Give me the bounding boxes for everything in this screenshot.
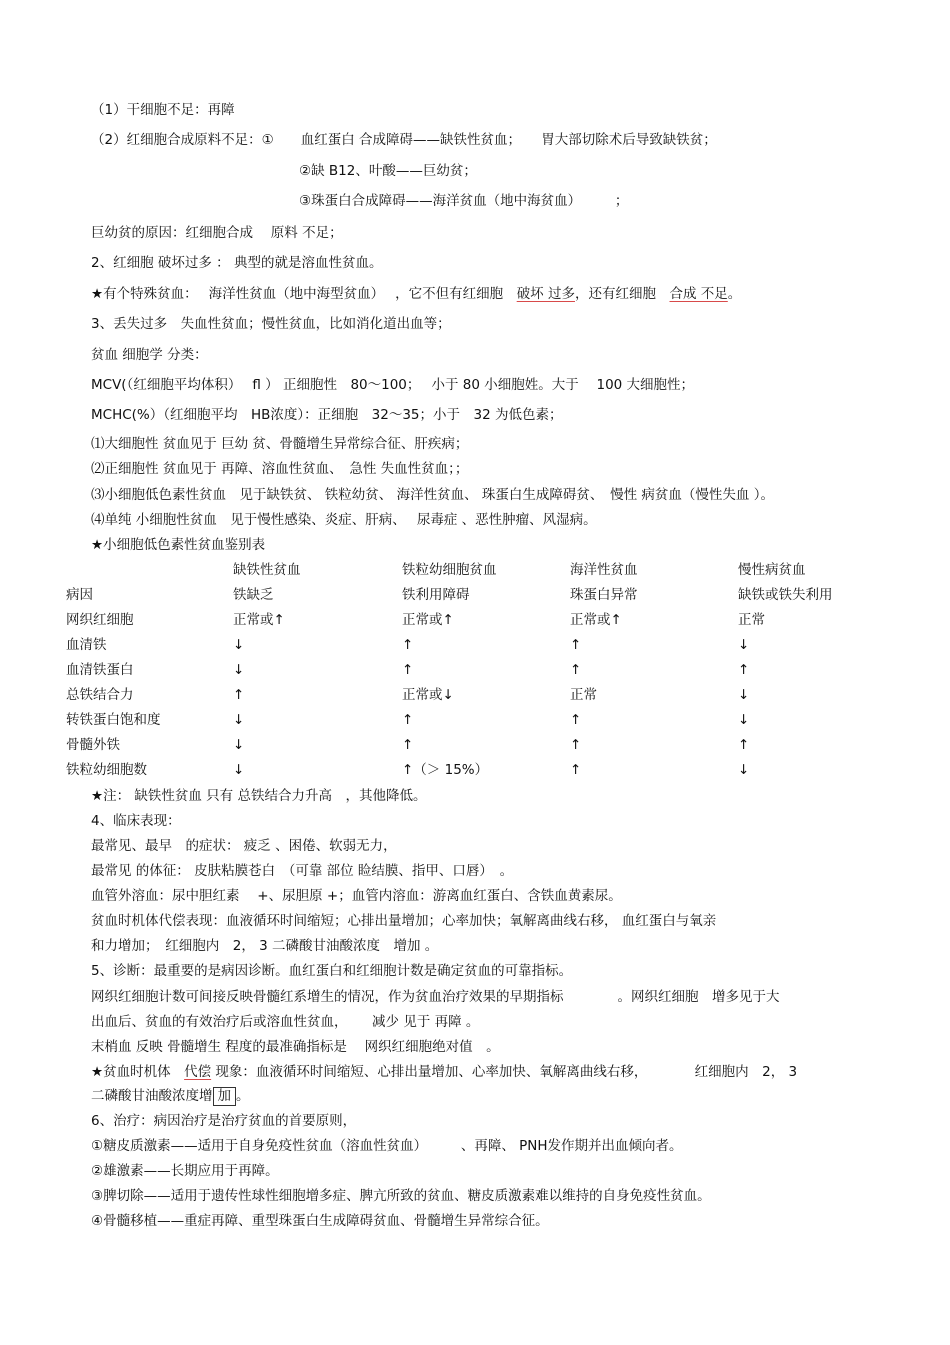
text-line: 5、诊断：最重要的是病因诊断。血红蛋白和红细胞计数是确定贫血的可靠指标。: [91, 963, 573, 979]
text-line: MCHC(%）（红细胞平均 HB浓度）：正细胞 32～35；小于 32 为低色素；: [91, 407, 563, 423]
text-line: 网织红细胞计数可间接反映骨髓红系增生的情况，作为贫血治疗效果的早期指标 。网织红细胞 增多见于大: [91, 989, 780, 1005]
text-line: 出血后、贫血的有效治疗后或溶血性贫血， 减少 见于 再障 。: [91, 1014, 480, 1030]
table-cell: ↓: [738, 687, 750, 703]
table-cell: ↓: [233, 637, 245, 653]
table-cell: ↑: [570, 737, 582, 753]
text-line: 最常见 的体征： 皮肤粘膜苍白 （可靠 部位 睑结膜、指甲、口唇） 。: [91, 863, 514, 879]
text-line: （2）红细胞合成原料不足：① 血红蛋白 合成障碍——缺铁性贫血； 胃大部切除术后导致缺铁贫；: [91, 132, 717, 148]
table-cell: 珠蛋白异常: [570, 587, 638, 603]
text-line: 2、红细胞 破坏过多 ： 典型的就是溶血性贫血。: [91, 255, 383, 271]
text-line: 血管外溶血：尿中胆红素 +、尿胆原 +；血管内溶血：游离血红蛋白、含铁血黄素尿。: [91, 888, 622, 904]
row-label: 病因: [66, 587, 93, 603]
row-label: 铁粒幼细胞数: [66, 762, 147, 778]
row-label: 总铁结合力: [66, 687, 134, 703]
table-cell: ↑: [402, 637, 414, 653]
text-line: ★小细胞低色素性贫血鉴别表: [91, 537, 266, 553]
underlined-text: 代偿: [184, 1064, 212, 1080]
text-segment: ★有个特殊贫血： 海洋性贫血（地中海型贫血） ，它不但有红细胞: [91, 286, 517, 302]
text-line: ⑵正细胞性 贫血见于 再障、溶血性贫血、 急性 失血性贫血；；: [91, 461, 469, 477]
text-segment: 。: [727, 286, 742, 302]
text-line: 6、治疗：病因治疗是治疗贫血的首要原则，: [91, 1113, 357, 1129]
row-label: 转铁蛋白饱和度: [66, 712, 161, 728]
table-cell: 正常或↑: [402, 612, 454, 628]
table-cell: 正常或↑: [233, 612, 285, 628]
row-label: 血清铁蛋白: [66, 662, 134, 678]
table-cell: 铁缺乏: [233, 587, 274, 603]
table-cell: ↑: [738, 662, 750, 678]
table-cell: ↑: [402, 737, 414, 753]
table-cell: ↓: [738, 637, 750, 653]
row-label: 网织红细胞: [66, 612, 134, 628]
text-line: 末梢血 反映 骨髓增生 程度的最准确指标是 网织红细胞绝对值 。: [91, 1039, 500, 1055]
table-cell: 正常或↑: [570, 612, 622, 628]
underlined-text: 破坏 过多: [516, 286, 575, 302]
table-cell: ↑: [402, 712, 414, 728]
text-line: 3、丢失过多 失血性贫血；慢性贫血，比如消化道出血等；: [91, 316, 451, 332]
text-line: ⑷单纯 小细胞性贫血 见于慢性感染、炎症、肝病、 尿毒症 、恶性肿瘤、风湿病。: [91, 512, 597, 528]
table-cell: ↑: [570, 712, 582, 728]
table-header: 慢性病贫血: [738, 562, 806, 578]
text-line: ④骨髓移植——重症再障、重型珠蛋白生成障碍贫血、骨髓增生异常综合征。: [91, 1213, 549, 1229]
table-cell: ↑: [570, 637, 582, 653]
text-line: 巨幼贫的原因：红细胞合成 原料 不足；: [91, 225, 343, 241]
table-cell: 缺铁或铁失利用: [738, 587, 833, 603]
row-label: 血清铁: [66, 637, 107, 653]
table-cell: ↑: [402, 662, 414, 678]
text-line: [91, 1087, 250, 1106]
text-segment: 现象：血液循环时间缩短、心排出量增加、心率加快、氧解离曲线右移， 红细胞内 2， 3: [211, 1064, 798, 1080]
text-segment: 二磷酸甘油酸浓度增: [91, 1088, 213, 1104]
text-line: 4、临床表现：: [91, 813, 181, 829]
text-segment: ★贫血时机体: [91, 1064, 185, 1080]
table-cell: 铁利用障碍: [402, 587, 470, 603]
underlined-text: 合成 不足: [669, 286, 728, 302]
text-line: ①糖皮质激素——适用于自身免疫性贫血（溶血性贫血） 、再障、 PNH发作期并出血倾向者。: [91, 1138, 683, 1154]
table-cell: ↓: [233, 737, 245, 753]
table-cell: ↑: [570, 662, 582, 678]
text-line: 贫血 细胞学 分类：: [91, 347, 208, 363]
text-line: ②缺 B12、叶酸——巨幼贫；: [299, 163, 477, 179]
table-header: 缺铁性贫血: [233, 562, 301, 578]
table-cell: ↓: [233, 712, 245, 728]
row-label: 骨髓外铁: [66, 737, 120, 753]
text-segment: 。: [236, 1088, 250, 1104]
text-line: ★注： 缺铁性贫血 只有 总铁结合力升高 ，其他降低。: [91, 788, 427, 804]
text-line: MCV(（红细胞平均体积） fl ） 正细胞性 80～100； 小于 80 小细胞姓。大于 100 大细胞性；: [91, 377, 695, 393]
table-cell: ↑: [738, 737, 750, 753]
table-cell: ↓: [738, 712, 750, 728]
table-cell: ↓: [738, 762, 750, 778]
table-cell: ↓: [233, 762, 245, 778]
table-cell: ↑: [570, 762, 582, 778]
table-header: 铁粒幼细胞贫血: [402, 562, 497, 578]
text-line: 贫血时机体代偿表现：血液循环时间缩短；心排出量增加；心率加快；氧解离曲线右移， 血红蛋白与氧亲: [91, 913, 717, 929]
table-cell: ↑（＞ 15%）: [402, 762, 489, 778]
table-header: 海洋性贫血: [570, 562, 638, 578]
table-cell: 正常: [570, 687, 597, 703]
text-line: （1）干细胞不足：再障: [91, 102, 235, 118]
text-line: 最常见、最早 的症状： 疲乏 、困倦、软弱无力，: [91, 838, 397, 854]
text-line: ⑶小细胞低色素性贫血 见于缺铁贫、 铁粒幼贫、 海洋性贫血、 珠蛋白生成障碍贫、 慢性 病贫血（慢性失血 ）。: [91, 487, 774, 503]
table-cell: 正常: [738, 612, 765, 628]
table-cell: ↓: [233, 662, 245, 678]
text-line: ③珠蛋白合成障碍——海洋贫血（地中海贫血） ；: [299, 193, 629, 209]
text-line: [91, 285, 741, 303]
boxed-text: 加: [213, 1087, 237, 1106]
text-line: ③脾切除——适用于遗传性球性细胞增多症、脾亢所致的贫血、糖皮质激素难以维持的自身免疫性贫血。: [91, 1188, 711, 1204]
text-line: [91, 1063, 797, 1081]
text-line: 和力增加； 红细胞内 2， 3 二磷酸甘油酸浓度 增加 。: [91, 938, 439, 954]
text-segment: ，还有红细胞: [574, 286, 670, 302]
text-line: ⑴大细胞性 贫血见于 巨幼 贫、骨髓增生异常综合征、肝疾病；: [91, 436, 469, 452]
table-cell: ↑: [233, 687, 245, 703]
text-line: ②雄激素——长期应用于再障。: [91, 1163, 279, 1179]
table-cell: 正常或↓: [402, 687, 454, 703]
